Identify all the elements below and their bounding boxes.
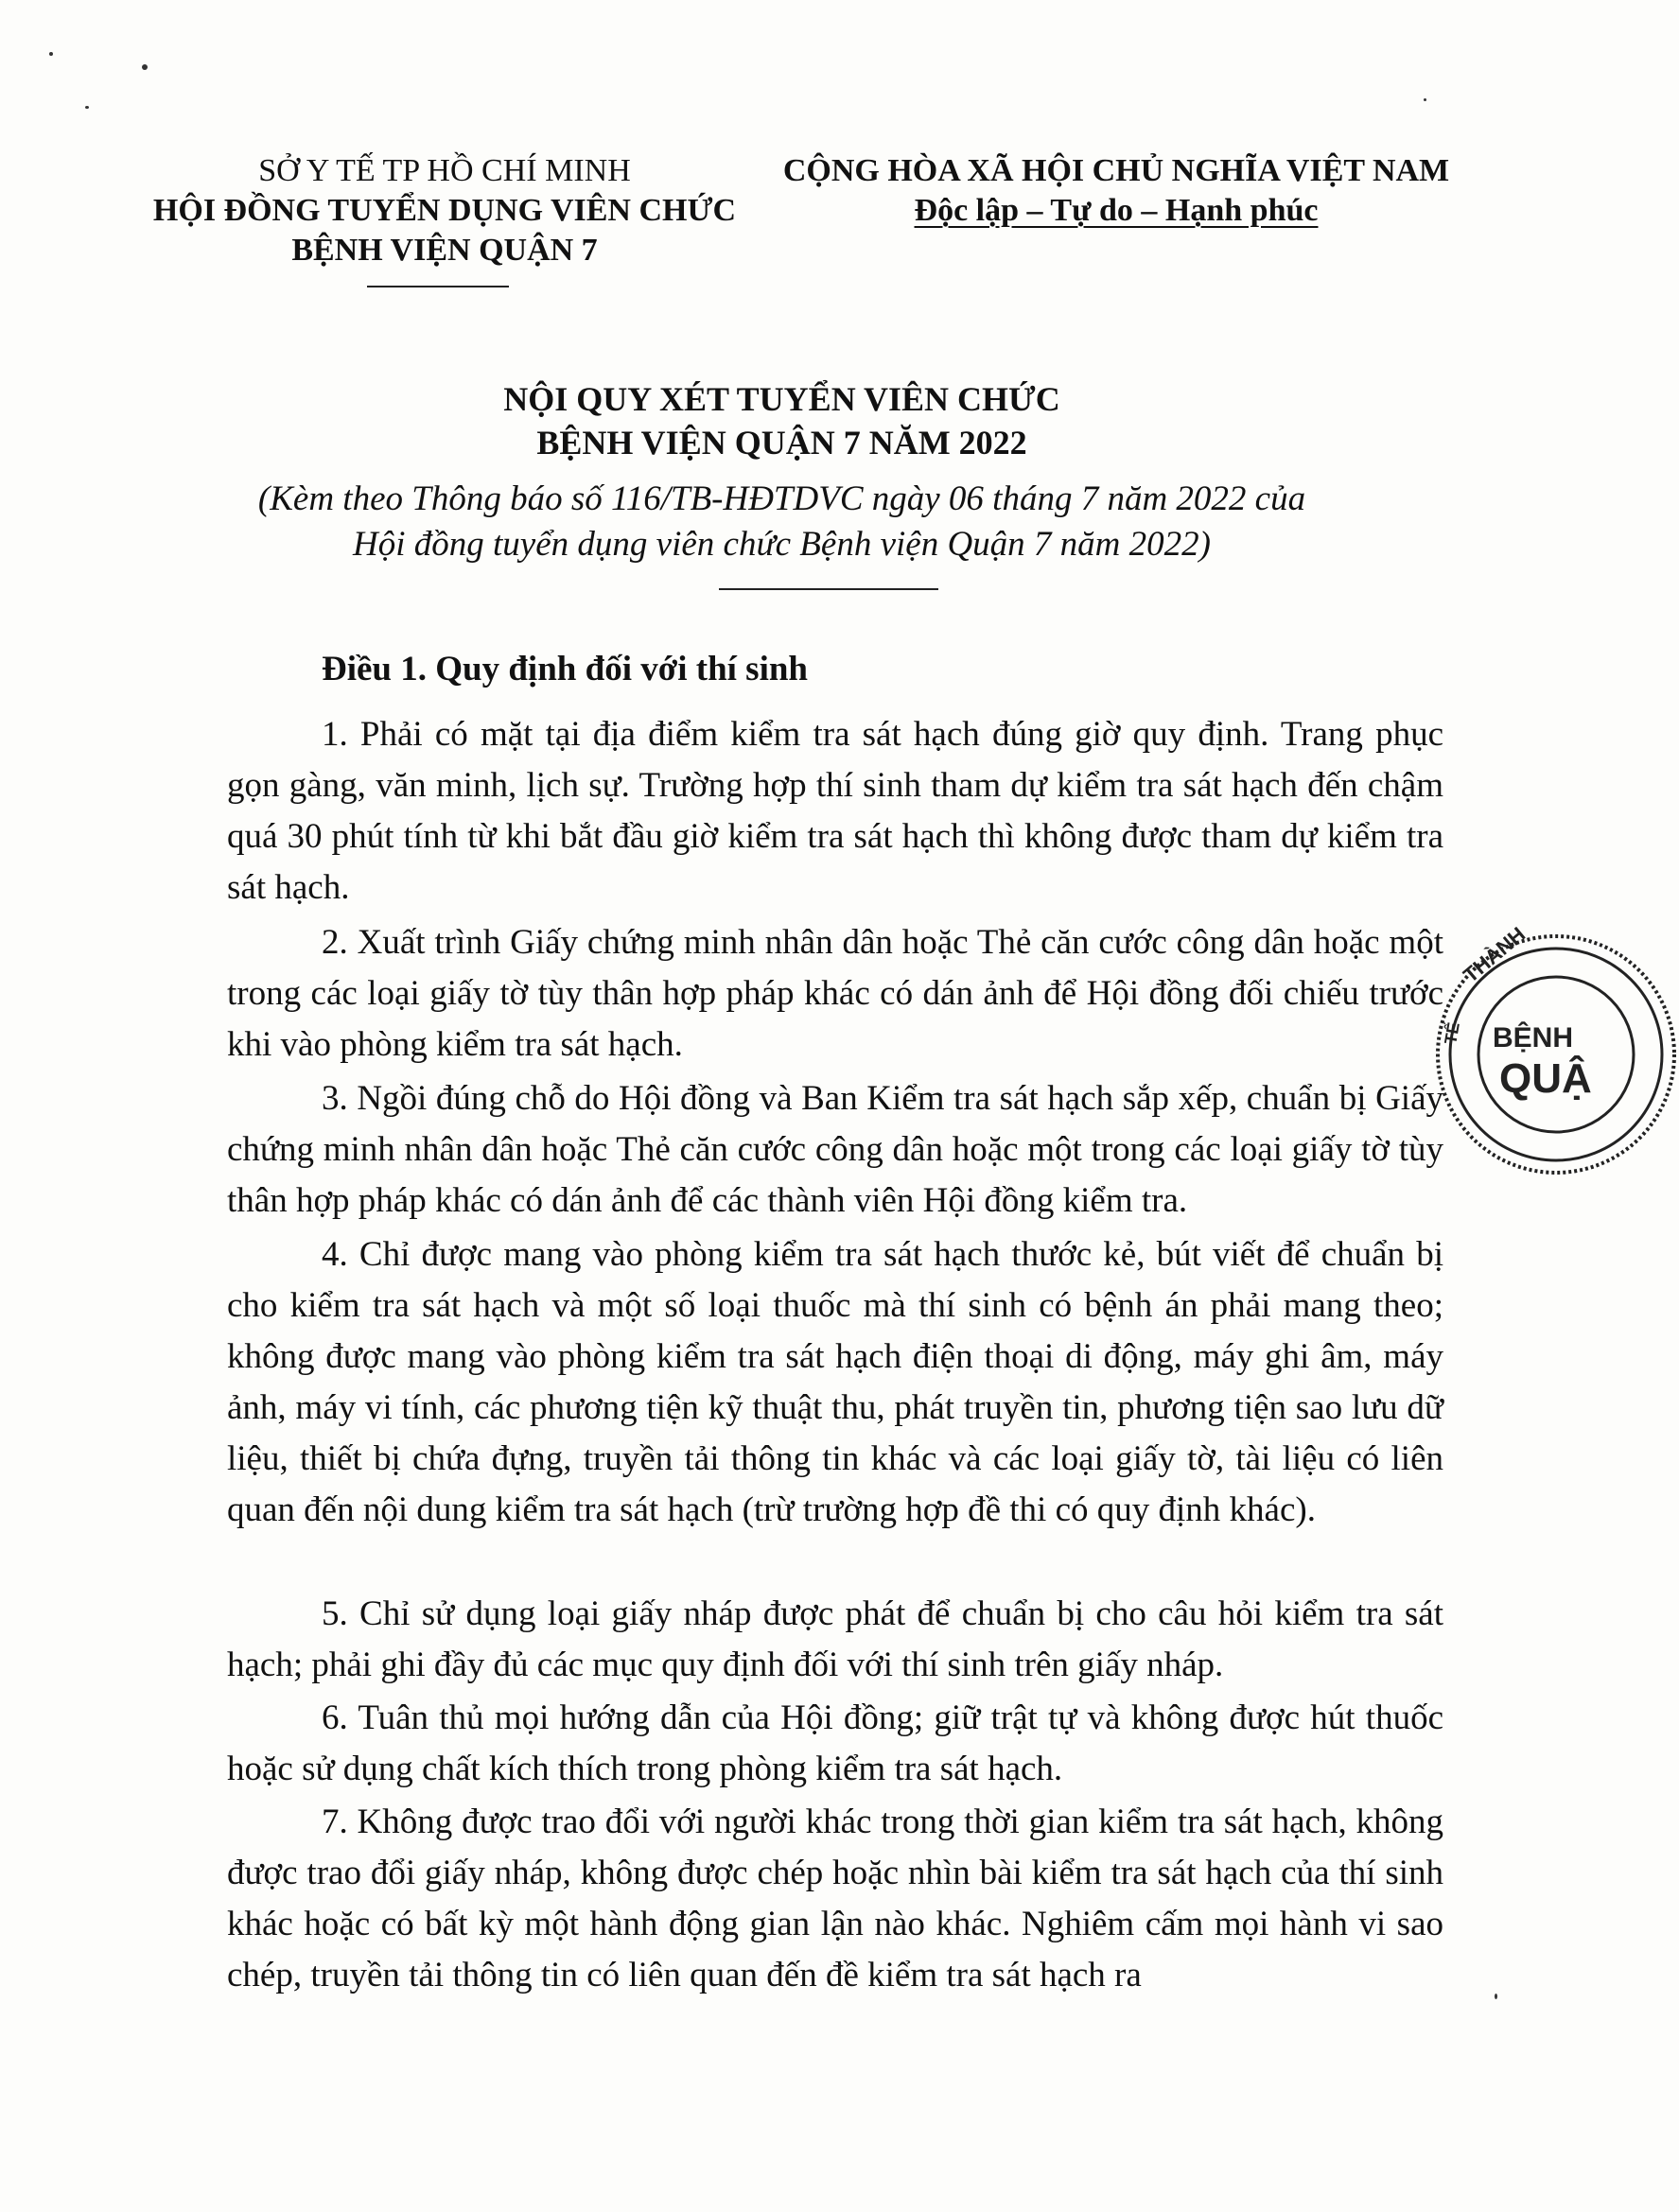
rule-paragraph-7: 7. Không được trao đổi với người khác trong thời gian kiểm tra sát hạch, không được trao đổi giấy nháp, không được chép hoặc nhìn bài kiểm tra sát hạch của thí sinh khác hoặc có bất kỳ một hành động gian lận nào khác. Nghiêm cấm mọi hành vi sao chép, truyền tải thông tin có liên quan đến đề kiểm tra sát hạch ra <box>227 1803 1443 1994</box>
document-title-line-2: BỆNH VIỆN QUẬN 7 NĂM 2022 <box>536 424 1027 462</box>
scan-speck <box>49 52 53 56</box>
document-subtitle-line-1: (Kèm theo Thông báo số 116/TB-HĐTDVC ngày 06 tháng 7 năm 2022 của <box>257 479 1306 518</box>
rule-paragraph-3: 3. Ngồi đúng chỗ do Hội đồng và Ban Kiểm tra sát hạch sắp xếp, chuẩn bị Giấy chứng minh nhân dân hoặc Thẻ căn cước công dân hoặc một trong các loại giấy tờ tùy thân hợp pháp khác có dán ảnh để các thành viên Hội đồng kiểm tra. <box>227 1079 1443 1220</box>
official-stamp <box>1433 922 1679 1177</box>
rule-paragraph-2: 2. Xuất trình Giấy chứng minh nhân dân hoặc Thẻ căn cước công dân hoặc một trong các loại giấy tờ tùy thân hợp pháp khác có dán ảnh để Hội đồng đối chiếu trước khi vào phòng kiểm tra sát hạch. <box>227 923 1443 1064</box>
motto: Độc lập – Tự do – Hạnh phúc <box>914 193 1319 228</box>
stamp-line-2: QUẬ <box>1499 1055 1592 1102</box>
agency-line-1: SỞ Y TẾ TP HỒ CHÍ MINH <box>258 153 631 188</box>
scan-speck <box>142 64 148 70</box>
scan-speck <box>85 106 89 109</box>
stamp-side-text: TẾ <box>1441 1020 1463 1046</box>
agency-line-3: BỆNH VIỆN QUẬN 7 <box>291 233 598 268</box>
scan-speck <box>1424 98 1426 101</box>
national-name: CỘNG HÒA XÃ HỘI CHỦ NGHĨA VIỆT NAM <box>782 153 1450 188</box>
rule-paragraph-5: 5. Chỉ sử dụng loại giấy nháp được phát để chuẩn bị cho câu hỏi kiểm tra sát hạch; phải ghi đầy đủ các mục quy định đối với thí sinh trên giấy nháp. <box>227 1594 1443 1684</box>
agency-underline <box>367 286 509 287</box>
rule-paragraph-4: 4. Chỉ được mang vào phòng kiểm tra sát hạch thước kẻ, bút viết để chuẩn bị cho kiểm tra sát hạch và một số loại thuốc mà thí sinh có bệnh án phải mang theo; không được mang vào phòng kiểm tra sát hạch điện thoại di động, máy ghi âm, máy ảnh, máy vi tính, các phương tiện kỹ thuật thu, phát truyền tin, phương tiện sao lưu dữ liệu, thiết bị chứa đựng, truyền tải thông tin khác và các loại giấy tờ, tài liệu có liên quan đến nội dung kiểm tra sát hạch (trừ trường hợp đề thi có quy định khác). <box>227 1235 1443 1529</box>
stamp-line-1: BỆNH <box>1493 1022 1574 1054</box>
national-motto-header <box>780 151 1452 231</box>
document-subtitle-line-2: Hội đồng tuyển dụng viên chức Bệnh viện Quận 7 năm 2022) <box>353 525 1211 564</box>
scan-speck <box>1495 1994 1497 1999</box>
stamp-ring-text: THÀNH <box>1459 922 1530 987</box>
agency-header <box>142 151 747 270</box>
document-title-line-1: NỘI QUY XÉT TUYỂN VIÊN CHỨC <box>503 380 1060 418</box>
rule-paragraph-1: 1. Phải có mặt tại địa điểm kiểm tra sát hạch đúng giờ quy định. Trang phục gọn gàng, văn minh, lịch sự. Trường hợp thí sinh tham dự kiểm tra sát hạch đến chậm quá 30 phút tính từ khi bắt đầu giờ kiểm tra sát hạch thì không được tham dự kiểm tra sát hạch. <box>227 715 1443 907</box>
title-underline <box>719 588 938 590</box>
rule-paragraph-6: 6. Tuân thủ mọi hướng dẫn của Hội đồng; giữ trật tự và không được hút thuốc hoặc sử dụng chất kích thích trong phòng kiểm tra sát hạch. <box>227 1698 1443 1788</box>
agency-line-2: HỘI ĐỒNG TUYỂN DỤNG VIÊN CHỨC <box>152 193 737 228</box>
article-heading: Điều 1. Quy định đối với thí sinh <box>322 650 809 688</box>
